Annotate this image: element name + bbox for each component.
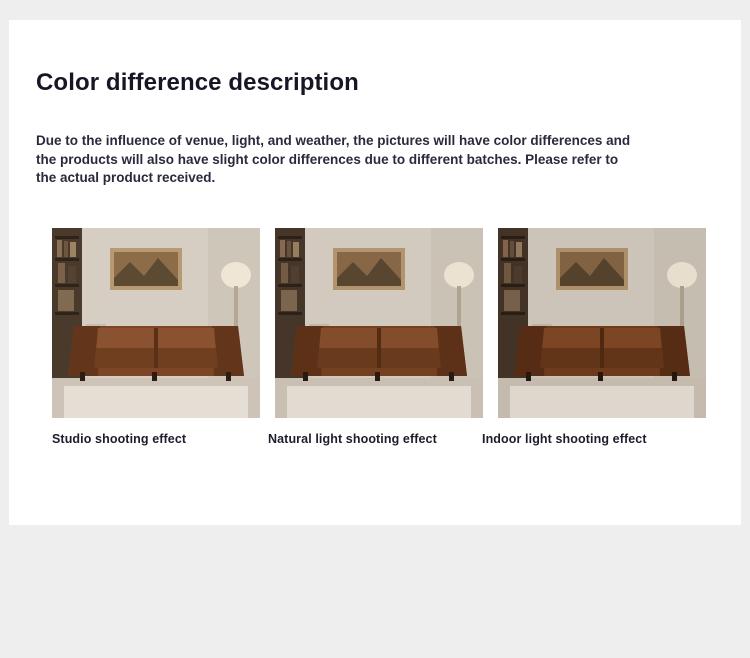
gallery-caption: Natural light shooting effect	[268, 432, 437, 446]
sofa-photo-studio	[52, 228, 260, 418]
description-text: Due to the influence of venue, light, and weather, the pictures will have color differences and the products will also have slight color differences due to different batches. Please refer to the actual product received.	[36, 133, 631, 185]
gallery-caption: Indoor light shooting effect	[482, 432, 647, 446]
photo-gallery	[52, 228, 706, 446]
gallery-item	[482, 228, 706, 446]
sofa-photo-natural-light	[275, 228, 483, 418]
gallery-item	[52, 228, 260, 446]
sofa-photo-indoor-light	[498, 228, 706, 418]
content-card	[9, 20, 741, 525]
gallery-item	[268, 228, 483, 446]
room-illustration-icon	[52, 228, 260, 418]
room-illustration-icon	[275, 228, 483, 418]
page-title: Color difference description	[36, 69, 359, 96]
gallery-caption: Studio shooting effect	[52, 432, 187, 446]
room-illustration-icon	[498, 228, 706, 418]
